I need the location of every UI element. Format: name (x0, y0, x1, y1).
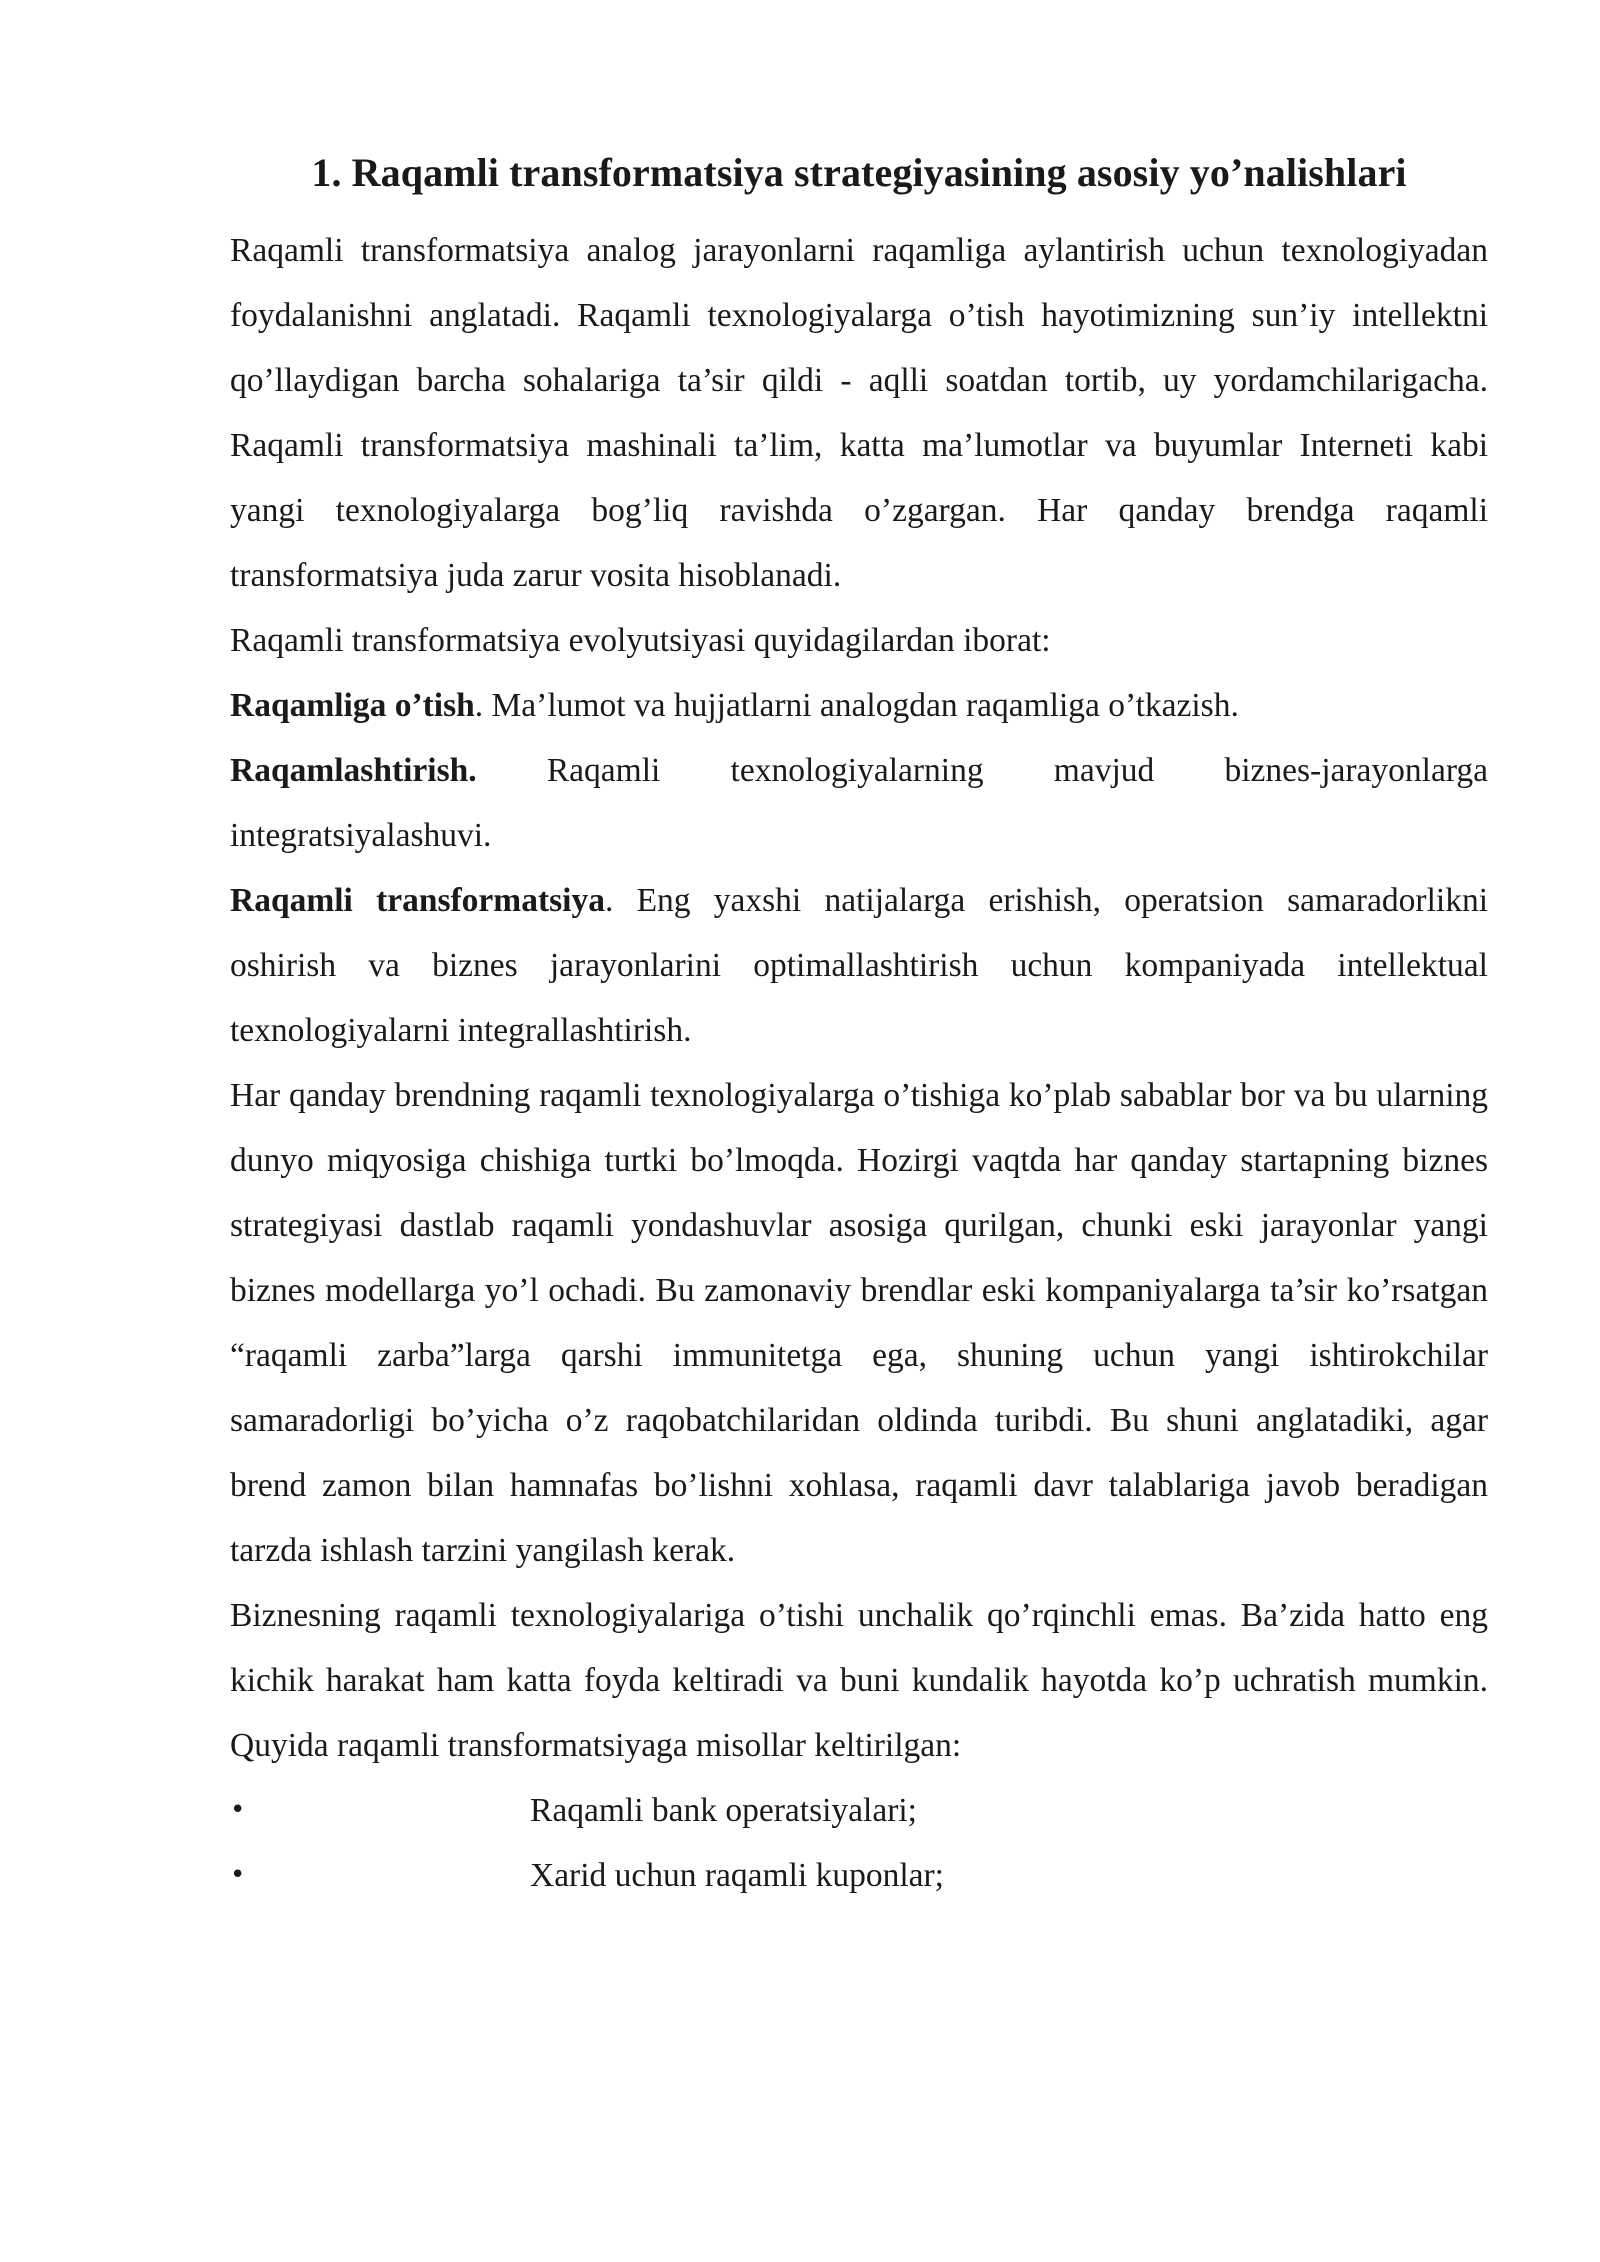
examples-lead-paragraph: Biznesning raqamli texnologiyalariga o’tishi unchalik qo’rqinchli emas. Ba’zida hatto eng kichik harakat ham katta foyda keltiradi va buni kundalik hayotda ko’p uchratish mumkin. Quyida raqamli transformatsiyaga misollar keltirilgan: (230, 1597, 1488, 1764)
evolution-lead-paragraph: Raqamli transformatsiya evolyutsiyasi quyidagilardan iborat: (230, 622, 1051, 659)
term-label: Raqamlashtirish. (230, 752, 477, 789)
list-item-text: Xarid uchun raqamli kuponlar; (530, 1857, 944, 1894)
list-item-text: Raqamli bank operatsiyalari; (530, 1792, 917, 1829)
evolution-step-digitization (230, 673, 1488, 738)
evolution-step-digitalization (230, 738, 1488, 868)
reasons-paragraph: Har qanday brendning raqamli texnologiyalarga o’tishiga ko’plab sabablar bor va bu ularning dunyo miqyosiga chishiga turtki bo’lmoqda. Hozirgi vaqtda har qanday startapning biznes strategiyasi dastlab raqamli yondashuvlar asosiga qurilgan, chunki eski jarayonlar yangi biznes modellarga yo’l ochadi. Bu zamonaviy brendlar eski kompaniyalarga ta’sir ko’rsatgan “raqamli zarba”larga qarshi immunitetga ega, shuning uchun yangi ishtirokchilar samaradorligi bo’yicha o’z raqobatchilaridan oldinda turibdi. Bu shuni anglatadiki, agar brend zamon bilan hamnafas bo’lishni xohlasa, raqamli davr talablariga javob beradigan tarzda ishlash tarzini yangilash kerak. (230, 1077, 1488, 1569)
list-item (230, 1778, 1488, 1843)
bullet-icon: • (230, 1795, 246, 1825)
term-label: Raqamli transformatsiya (230, 882, 605, 919)
term-label: Raqamliga o’tish (230, 687, 475, 724)
bullet-icon: • (230, 1860, 246, 1890)
list-item (230, 1843, 1488, 1908)
term-description: Raqamli texnologiyalarning mavjud biznes-jarayonlarga integratsiyalashuvi. (230, 752, 1488, 854)
examples-list (230, 1778, 1488, 1908)
page-title: 1. Raqamli transformatsiya strategiyasining asosiy yo’nalishlari (311, 150, 1407, 195)
document-page (230, 145, 1488, 1908)
term-description: . Ma’lumot va hujjatlarni analogdan raqamliga o’tkazish. (474, 687, 1239, 724)
evolution-step-transformation (230, 868, 1488, 1063)
intro-paragraph: Raqamli transformatsiya analog jarayonlarni raqamliga aylantirish uchun texnologiyadan foydalanishni anglatadi. Raqamli texnologiyalarga o’tish hayotimizning sun’iy intellektni qo’llaydigan barcha sohalariga ta’sir qildi - aqlli soatdan tortib, uy yordamchilarigacha. Raqamli transformatsiya mashinali ta’lim, katta ma’lumotlar va buyumlar Interneti kabi yangi texnologiyalarga bog’liq ravishda o’zgargan. Har qanday brendga raqamli transformatsiya juda zarur vosita hisoblanadi. (230, 232, 1488, 594)
term-description: . Eng yaxshi natijalarga erishish, operatsion samaradorlikni oshirish va biznes jarayonlarini optimallashtirish uchun kompaniyada intellektual texnologiyalarni integrallashtirish. (230, 882, 1489, 1049)
